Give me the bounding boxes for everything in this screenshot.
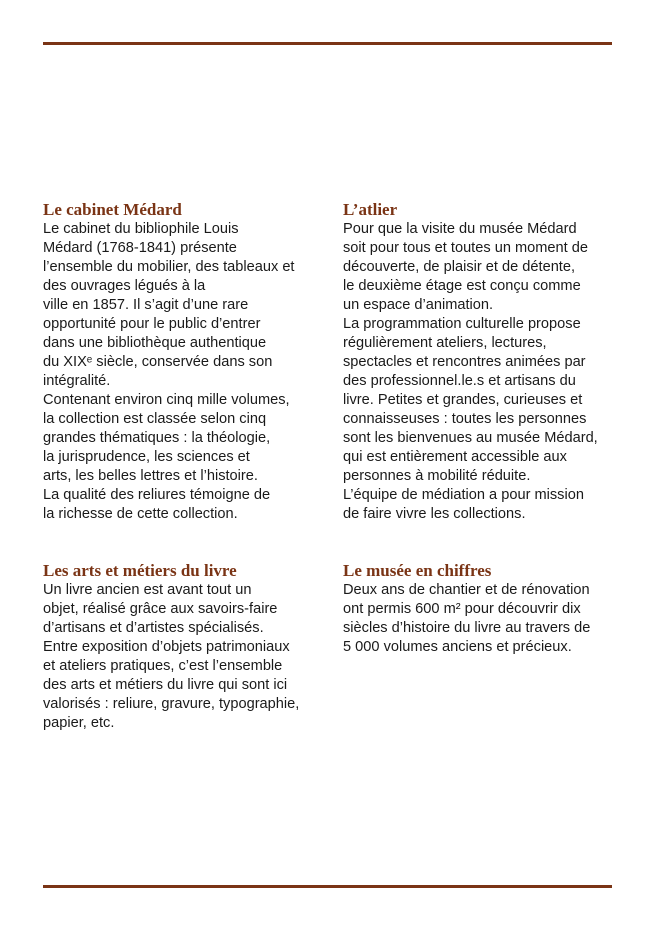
- text-line: connaisseuses : toutes les personnes: [343, 411, 587, 427]
- section-atelier: [343, 200, 619, 524]
- section-body: [343, 220, 619, 524]
- text-line: la richesse de cette collection.: [43, 506, 238, 522]
- text-line: un espace d’animation.: [343, 297, 494, 313]
- text-line: l’ensemble du mobilier, des tableaux et: [43, 259, 295, 275]
- text-line: Médard (1768-1841) présente: [43, 240, 237, 256]
- text-line: ont permis 600 m² pour découvrir dix: [343, 601, 581, 617]
- text-line: La programmation culturelle propose: [343, 316, 581, 332]
- text-line: des ouvrages légués à la: [43, 278, 206, 294]
- text-line: la collection est classée selon cinq: [43, 411, 267, 427]
- text-line: spectacles et rencontres animées par: [343, 354, 586, 370]
- text-line: de faire vivre les collections.: [343, 506, 526, 522]
- text-line: La qualité des reliures témoigne de: [43, 487, 271, 503]
- section-musee-chiffres: [343, 561, 619, 657]
- top-rule: [43, 42, 612, 45]
- bottom-rule: [43, 885, 612, 888]
- text-line: ville en 1857. Il s’agit d’une rare: [43, 297, 249, 313]
- text-line: Le cabinet du bibliophile Louis: [43, 221, 239, 237]
- text-line: des arts et métiers du livre qui sont ici: [43, 677, 288, 693]
- section-title: Le cabinet Médard: [43, 200, 182, 219]
- text-line: régulièrement ateliers, lectures,: [343, 335, 547, 351]
- section-cabinet-medard: [43, 200, 321, 524]
- text-line: et ateliers pratiques, c’est l’ensemble: [43, 658, 283, 674]
- text-line: soit pour tous et toutes un moment de: [343, 240, 588, 256]
- text-line: arts, les belles lettres et l’histoire.: [43, 468, 258, 484]
- text-line: la jurisprudence, les sciences et: [43, 449, 250, 465]
- section-arts-metiers: [43, 561, 321, 733]
- text-line: L’équipe de médiation a pour mission: [343, 487, 584, 503]
- text-line: du XIXᵉ siècle, conservée dans son: [43, 354, 273, 370]
- text-line: personnes à mobilité réduite.: [343, 468, 531, 484]
- text-line: siècles d’histoire du livre au travers de: [343, 620, 591, 636]
- text-line: Contenant environ cinq mille volumes,: [43, 392, 290, 408]
- text-line: découverte, de plaisir et de détente,: [343, 259, 576, 275]
- section-body: [343, 581, 619, 657]
- text-line: qui est entièrement accessible aux: [343, 449, 567, 465]
- text-line: Un livre ancien est avant tout un: [43, 582, 252, 598]
- text-line: dans une bibliothèque authentique: [43, 335, 267, 351]
- text-line: valorisés : reliure, gravure, typographie,: [43, 696, 300, 712]
- text-line: opportunité pour le public d’entrer: [43, 316, 261, 332]
- section-body: [43, 220, 321, 524]
- text-line: Entre exposition d’objets patrimoniaux: [43, 639, 290, 655]
- section-body: [43, 581, 321, 733]
- section-title: L’atlier: [343, 200, 398, 219]
- text-line: le deuxième étage est conçu comme: [343, 278, 581, 294]
- text-line: sont les bienvenues au musée Médard,: [343, 430, 598, 446]
- text-line: papier, etc.: [43, 715, 115, 731]
- text-line: d’artisans et d’artistes spécialisés.: [43, 620, 264, 636]
- text-line: grandes thématiques : la théologie,: [43, 430, 271, 446]
- text-line: intégralité.: [43, 373, 111, 389]
- text-line: Pour que la visite du musée Médard: [343, 221, 577, 237]
- text-line: Deux ans de chantier et de rénovation: [343, 582, 590, 598]
- section-title: Les arts et métiers du livre: [43, 561, 237, 580]
- text-line: objet, réalisé grâce aux savoirs-faire: [43, 601, 278, 617]
- text-line: des professionnel.le.s et artisans du: [343, 373, 576, 389]
- text-line: livre. Petites et grandes, curieuses et: [343, 392, 583, 408]
- text-line: 5 000 volumes anciens et précieux.: [343, 639, 572, 655]
- section-title: Le musée en chiffres: [343, 561, 492, 580]
